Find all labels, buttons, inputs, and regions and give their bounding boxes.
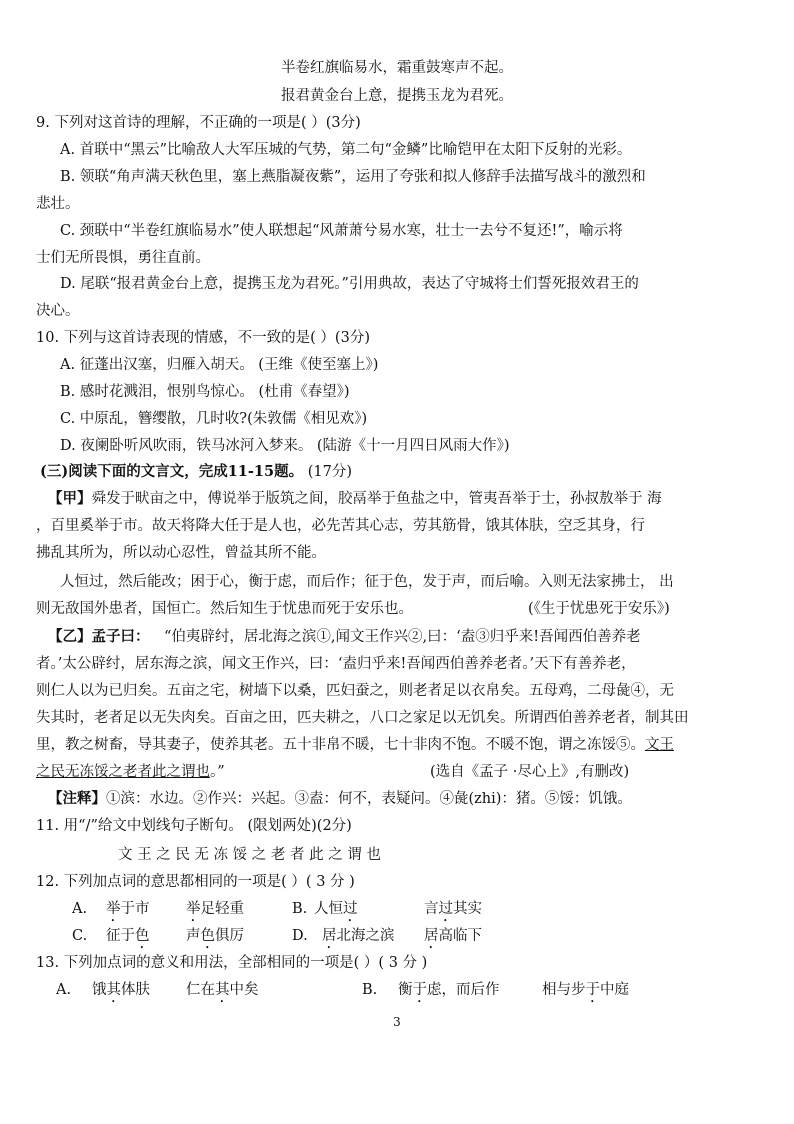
q12-stem: 12. 下列加点词的意思都相同的一项是( ）( 3 分 ) <box>36 874 355 890</box>
yi-line1 <box>48 627 641 647</box>
yi-line2: 者。’太公辟纣，居东海之滨，闻文王作兴，曰：‘盍归乎来!吾闻西伯善养老者。’天下有善养老， <box>36 656 636 672</box>
q13-stem: 13. 下列加点词的意义和用法，全部相同的一项是( ）( 3 分 ) <box>36 955 428 971</box>
q9-option-b-line2: 悲壮。 <box>36 196 80 212</box>
jia-text: 舜发于畎亩之中，傅说举于版筑之间，胶鬲举于鱼盐之中，管夷吾举于士，孙叔敖举于 海 <box>91 491 662 507</box>
q13-b-label: B. <box>362 982 378 998</box>
q13-a-item2: 仁在其中矣 <box>186 982 259 998</box>
yi-text: “伯夷辟纣，居北海之滨①,闻文王作兴②,曰：‘盍③归乎来!吾闻西伯善养老 <box>164 629 641 645</box>
jia-p2-line2: 则无敌国外患者，国恒亡。然后知生于忧患而死于安乐也。 <box>36 601 413 617</box>
notes <box>48 789 632 809</box>
q9-option-a: A. 首联中“黑云”比喻敌人大军压城的气势，第二句“金鳞”比喻铠甲在太阳下反射的光彩。 <box>60 142 632 158</box>
q12-d-label: D. <box>292 928 308 944</box>
q9-option-d-line2: 决心。 <box>36 303 80 319</box>
section3-title: (三)阅读下面的文言文，完成11-15题。 <box>40 463 304 480</box>
yi-source: (选自《孟子 ·尽心上》,有删改) <box>430 764 630 780</box>
notes-tag: 【注释】 <box>48 790 106 807</box>
page-number: 3 <box>393 1015 401 1029</box>
yi-text: 。” <box>210 764 225 780</box>
q9-option-d-line1: D. 尾联“报君黄金台上意，提携玉龙为君死。”引用典故，表达了守城将士们誓死报效君王的 <box>60 276 639 292</box>
q10-stem: 10. 下列与这首诗表现的情感，不一致的是( ）(3分) <box>36 330 370 346</box>
q12-c-item2: 声色俱厉 <box>186 928 244 944</box>
q9-option-c-line2: 士们无所畏惧，勇往直前。 <box>36 250 210 266</box>
q12-a-item2: 举足轻重 <box>186 901 244 917</box>
underlined-sentence-start: 文王 <box>645 737 674 753</box>
q11-stem: 11. 用“/”给文中划线句子断句。 (限划两处)(2分) <box>36 818 352 834</box>
jia-tag: 【甲】 <box>48 490 92 507</box>
q12-b-item2: 言过其实 <box>424 901 482 917</box>
section3-score: (17分) <box>307 464 352 480</box>
q13-a-item1: 饿其体肤 <box>92 982 150 998</box>
q9-stem: 9. 下列对这首诗的理解，不正确的一项是( ）(3分) <box>36 115 361 131</box>
q12-c-item1: 征于色 <box>106 928 150 944</box>
q12-c-label: C. <box>72 928 88 944</box>
q10-option-b: B. 感时花溅泪，恨别鸟惊心。 (杜甫《春望》) <box>60 384 350 400</box>
q13-a-label: A. <box>56 982 72 998</box>
jia-source: (《生于忧患死于安乐》) <box>528 601 670 617</box>
q13-row1 <box>0 980 794 1002</box>
q12-row2 <box>0 926 794 948</box>
yi-text: 里，教之树畜，导其妻子，使养其老。五十非帛不暖，七十非肉不饱。不暖不饱，谓之冻馁⑤。 <box>36 737 645 753</box>
q9-option-b-line1: B. 领联“角声满天秋色里，塞上燕脂凝夜紫”，运用了夸张和拟人修辞手法描写战斗的激烈和 <box>60 169 646 185</box>
yi-tag: 【乙】孟子曰： <box>48 628 150 645</box>
notes-text: ①滨：水边。②作兴：兴起。③盍：何不，表疑问。④彘(zhi)：猪。⑤馁：饥饿。 <box>106 791 632 807</box>
q11-sentence: 文 王 之 民 无 冻 馁 之 老 者 此 之 谓 也 <box>118 847 381 863</box>
jia-p1-line2: ，百里奚举于市。故天将降大任于是人也，必先苦其心志，劳其筋骨，饿其体肤，空乏其身，行 <box>36 518 645 534</box>
q12-d-item1: 居北海之滨 <box>322 928 395 944</box>
jia-p2-line1: 人恒过，然后能改；困于心，衡于虑，而后作；征于色，发于声，而后喻。入则无法家拂士， 出 <box>60 574 674 590</box>
q10-option-d: D. 夜阑卧听风吹雨，铁马冰河入梦来。 (陆游《十一月四日风雨大作》) <box>60 438 510 454</box>
poem-line-3: 半卷红旗临易水，霜重鼓寒声不起。 <box>281 60 513 76</box>
section3-heading <box>40 462 352 482</box>
q12-row1 <box>0 899 794 921</box>
q12-b-label: B. <box>292 901 308 917</box>
jia-p1-line3: 拂乱其所为，所以动心忍性，曾益其所不能。 <box>36 545 326 561</box>
yi-line5 <box>36 735 674 755</box>
q9-option-c-line1: C. 颈联中“半卷红旗临易水”使人联想起“风萧萧兮易水寒，壮士一去兮不复还!”，喻示将 <box>60 223 623 239</box>
underlined-sentence-end: 之民无冻馁之老者此之谓也 <box>36 764 210 780</box>
q12-b-item1: 人恒过 <box>314 901 358 917</box>
q13-b-item2: 相与步于中庭 <box>542 982 629 998</box>
q10-option-a: A. 征蓬出汉塞，归雁入胡天。 (王维《使至塞上》) <box>60 357 379 373</box>
poem-line-4: 报君黄金台上意，提携玉龙为君死。 <box>281 88 513 104</box>
jia-p1-line1 <box>48 489 662 509</box>
q12-a-item1: 举于市 <box>106 901 150 917</box>
yi-line6 <box>36 762 225 782</box>
q10-option-c: C. 中原乱，簪缨散，几时收?(朱敦儒《相见欢》) <box>60 411 368 427</box>
q12-a-label: A. <box>72 901 88 917</box>
yi-line4: 失其时，老者足以无失肉矣。百亩之田，匹夫耕之，八口之家足以无饥矣。所谓西伯善养老者，制其田 <box>36 710 689 726</box>
yi-line3: 则仁人以为已归矣。五亩之宅，树墙下以桑，匹妇蚕之，则老者足以衣帛矣。五母鸡，二母彘④，无 <box>36 683 674 699</box>
q13-b-item1: 衡于虑，而后作 <box>398 982 500 998</box>
q12-d-item2: 居高临下 <box>424 928 482 944</box>
